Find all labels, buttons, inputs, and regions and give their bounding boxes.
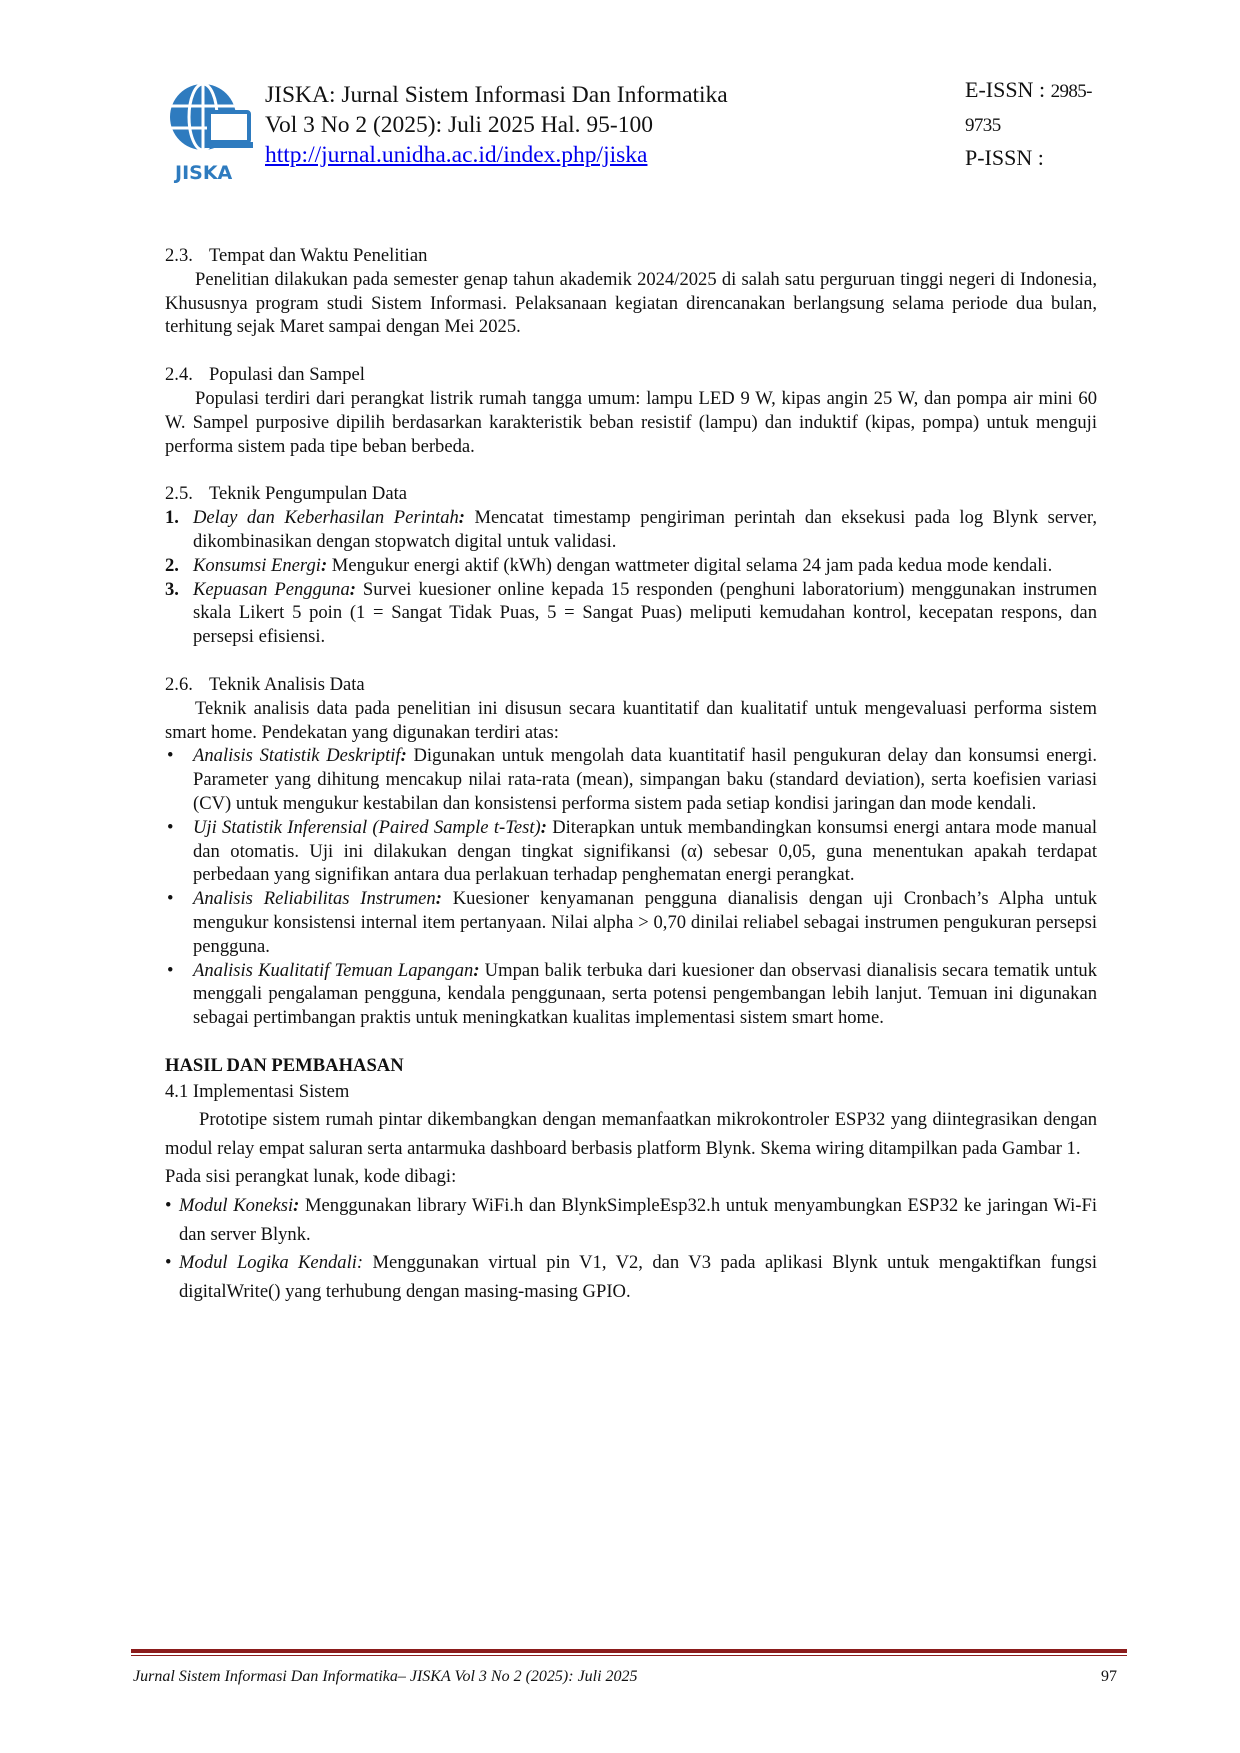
bullet-icon: • (167, 888, 174, 910)
item-text: Digunakan untuk mengolah data kuantitatif hasil pengukuran delay dan konsumsi energi. Parameter yang dihitung mencakup nilai rata-rata (mean), simpangan baku (standard deviation), serta koefisien variasi (CV) untuk mengukur kestabilan dan konsistensi performa sistem pada setiap kondisi jaringan dan mode kendali. (193, 745, 1098, 814)
pissn-label: P-ISSN : (965, 145, 1044, 170)
issn-block (965, 74, 1125, 174)
section-heading-2-4 (165, 363, 1097, 387)
eissn-label: E-ISSN : (965, 77, 1051, 102)
subsection-title: 4.1 Implementasi Sistem (165, 1080, 350, 1102)
volume-line: Vol 3 No 2 (2025): Juli 2025 Hal. 95-100 (265, 112, 653, 138)
list-number: 1. (165, 507, 179, 529)
list-number: 2. (165, 554, 179, 576)
bullet-icon: • (165, 1195, 172, 1217)
list-item: 3. Kepuasan Pengguna: Survei kuesioner online kepada 15 responden (penghuni laboratorium) menggunakan instrumen skala Likert 5 poin (1 = Sangat Tidak Puas, 5 = Sangat Puas) meliputi kemudahan kontrol, kecepatan respons, dan persepsi efisiensi. (165, 578, 1097, 648)
section-number: 2.6. (165, 673, 193, 695)
section-title: Teknik Pengumpulan Data (209, 483, 408, 505)
list-item: • Uji Statistik Inferensial (Paired Sample t-Test): Diterapkan untuk membandingkan konsumsi energi antara mode manual dan otomatis. Uji ini dilakukan dengan tingkat signifikansi (α) sebesar 0,05, guna menentukan apakah terdapat perbedaan yang signifikan antara dua perlakuan terhadap penghematan energi perangkat. (167, 816, 1097, 886)
list-item: 2. Konsumsi Energi: Mengukur energi aktif (kWh) dengan wattmeter digital selama 24 jam pada kedua mode kendali. (165, 554, 1053, 576)
monitor-icon (205, 112, 253, 148)
section-number: 2.5. (165, 483, 193, 505)
item-lead: Analisis Statistik Deskriptif (193, 745, 401, 767)
journal-url-link[interactable]: http://jurnal.unidha.ac.id/index.php/jiska (265, 142, 648, 168)
journal-logo (165, 79, 255, 184)
section-number: 2.3. (165, 245, 193, 266)
item-lead: Konsumsi Energi (193, 554, 321, 576)
item-text: Menggunakan library WiFi.h dan BlynkSimpleEsp32.h untuk menyambungkan ESP32 ke jaringan Wi-Fi dan server Blynk. (179, 1195, 1097, 1245)
item-lead: Delay dan Keberhasilan Perintah (193, 507, 459, 529)
item-text: Menggunakan virtual pin V1, V2, dan V3 pada aplikasi Blynk untuk mengaktifkan fungsi digitalWrite() yang terhubung dengan masing-masing GPIO. (179, 1252, 1097, 1302)
journal-header (165, 74, 1125, 184)
list-item: • Analisis Statistik Deskriptif: Digunakan untuk mengolah data kuantitatif hasil pengukuran delay dan konsumsi energi. Parameter yang dihitung mencakup nilai rata-rata (mean), simpangan baku (standard deviation), serta koefisien variasi (CV) untuk mengukur kestabilan dan konsistensi performa sistem pada setiap kondisi jaringan dan mode kendali. (167, 745, 1098, 814)
item-text: Diterapkan untuk membandingkan konsumsi energi antara mode manual dan otomatis. Uji ini dilakukan dengan tingkat signifikansi (α) sebesar 0,05, guna menentukan apakah terdapat perbedaan yang signifikan antara dua perlakuan terhadap penghematan energi perangkat. (193, 816, 1097, 886)
bullet-icon: • (167, 816, 174, 838)
page-body (165, 244, 1097, 1306)
software-line: Pada sisi perangkat lunak, kode dibagi: (165, 1166, 457, 1188)
page-number: 97 (1101, 1668, 1117, 1685)
item-text: Umpan balik terbuka dari kuesioner dan observasi dianalisis secara tematik untuk menggali pengalaman pengguna, kendala penggunaan, serta potensi pengembangan lebih lanjut. Temuan ini digunakan sebagai pertimbangan praktis untuk meningkatkan kualitas implementasi sistem smart home. (193, 959, 1097, 1029)
bullet-icon: • (167, 745, 174, 767)
list-item: • Modul Koneksi: Menggunakan library WiFi.h dan BlynkSimpleEsp32.h untuk menyambungkan ESP32 ke jaringan Wi-Fi dan server Blynk. (165, 1192, 1097, 1249)
footer-rule (131, 1649, 1127, 1653)
item-lead: Kepuasan Pengguna (193, 578, 350, 600)
paragraph-2-6-intro: Teknik analisis data pada penelitian ini disusun secara kuantitatif dan kualitatif untuk mengevaluasi performa sistem smart home. Pendekatan yang digunakan terdiri atas: (165, 697, 1097, 743)
section-title: Populasi dan Sampel (209, 364, 365, 386)
journal-title: JISKA: Jurnal Sistem Informasi Dan Informatika (265, 82, 728, 108)
list-item: 1. Delay dan Keberhasilan Perintah: Mencatat timestamp pengiriman perintah dan eksekusi pada log Blynk server, dikombinasikan dengan stopwatch digital untuk validasi. (165, 507, 1097, 552)
item-lead: Modul Logika Kendali: (179, 1252, 364, 1274)
results-paragraph: Prototipe sistem rumah pintar dikembangkan dengan memanfaatkan mikrokontroler ESP32 yang diintegrasikan dengan modul relay empat saluran serta antarmuka dashboard berbasis platform Blynk. Skema wiring ditampilkan pada Gambar 1. (165, 1109, 1097, 1159)
list-item: • Analisis Reliabilitas Instrumen: Kuesioner kenyamanan pengguna dianalisis dengan uji Cronbach’s Alpha untuk mengukur konsistensi internal item pertanyaan. Nilai alpha > 0,70 dinilai reliabel sebagai instrumen pengukuran persepsi pengguna. (167, 888, 1097, 957)
item-text: Survei kuesioner online kepada 15 responden (penghuni laboratorium) menggunakan instrumen skala Likert 5 poin (1 = Sangat Tidak Puas, 5 = Sangat Puas) meliputi kemudahan kontrol, kecepatan respons, dan persepsi efisiensi. (193, 578, 1097, 648)
item-lead: Analisis Reliabilitas Instrumen (193, 888, 436, 910)
software-list (165, 1192, 1097, 1306)
section-heading-2-5 (165, 482, 1097, 506)
list-item (165, 1249, 1097, 1306)
item-text: Mengukur energi aktif (kWh) dengan wattmeter digital selama 24 jam pada kedua mode kendali. (327, 554, 1053, 576)
results-section (165, 1078, 1097, 1307)
footer-rule-thin (131, 1655, 1127, 1656)
list-number: 3. (165, 578, 179, 600)
item-lead: Uji Statistik Inferensial (Paired Sample t-Test) (193, 816, 541, 838)
analysis-list (165, 744, 1097, 1030)
footer-journal: Jurnal Sistem Informasi Dan Informatika– JISKA Vol 3 No 2 (2025): Juli 2025 (133, 1668, 638, 1685)
item-text: Kuesioner kenyamanan pengguna dianalisis dengan uji Cronbach’s Alpha untuk mengukur konsistensi internal item pertanyaan. Nilai alpha > 0,70 dinilai reliabel sebagai instrumen pengukuran persepsi pengguna. (193, 888, 1097, 957)
bullet-icon: • (165, 1252, 172, 1274)
item-text: Mencatat timestamp pengiriman perintah dan eksekusi pada log Blynk server, dikombinasikan dengan stopwatch digital untuk validasi. (193, 507, 1097, 552)
item-lead: Modul Koneksi (179, 1195, 294, 1217)
eissn-value: 2985-9735 (965, 81, 1092, 136)
journal-info (265, 80, 728, 170)
list-item: • Analisis Kualitatif Temuan Lapangan: Umpan balik terbuka dari kuesioner dan observasi dianalisis secara tematik untuk menggali pengalaman pengguna, kendala penggunaan, serta potensi pengembangan lebih lanjut. Temuan ini digunakan sebagai pertimbangan praktis untuk meningkatkan kualitas implementasi sistem smart home. (167, 959, 1097, 1029)
section-title: Tempat dan Waktu Penelitian (209, 245, 428, 266)
paragraph-2-4: Populasi terdiri dari perangkat listrik rumah tangga umum: lampu LED 9 W, kipas angin 25 W, dan pompa air mini 60 W. Sampel purposive dipilih berdasarkan karakteristik beban resistif (lampu) dan induktif (kipas, pompa) untuk menguji performa sistem pada tipe beban berbeda. (165, 387, 1097, 457)
data-collection-list (165, 506, 1097, 649)
item-lead: Analisis Kualitatif Temuan Lapangan (193, 959, 474, 981)
paragraph-2-3: Penelitian dilakukan pada semester genap tahun akademik 2024/2025 di salah satu perguruan tinggi negeri di Indonesia, Khususnya program studi Sistem Informasi. Pelaksanaan kegiatan direncanakan berlangsung selama periode dua bulan, terhitung sejak Maret sampai dengan Mei 2025. (165, 268, 1097, 338)
results-heading: HASIL DAN PEMBAHASAN (165, 1054, 404, 1076)
section-heading-2-6 (165, 673, 1097, 697)
section-title: Teknik Analisis Data (209, 673, 365, 695)
bullet-icon: • (167, 959, 174, 981)
section-number: 2.4. (165, 364, 193, 386)
section-heading-2-3 (165, 244, 1097, 268)
logo-wordmark: JISKA (175, 162, 233, 184)
